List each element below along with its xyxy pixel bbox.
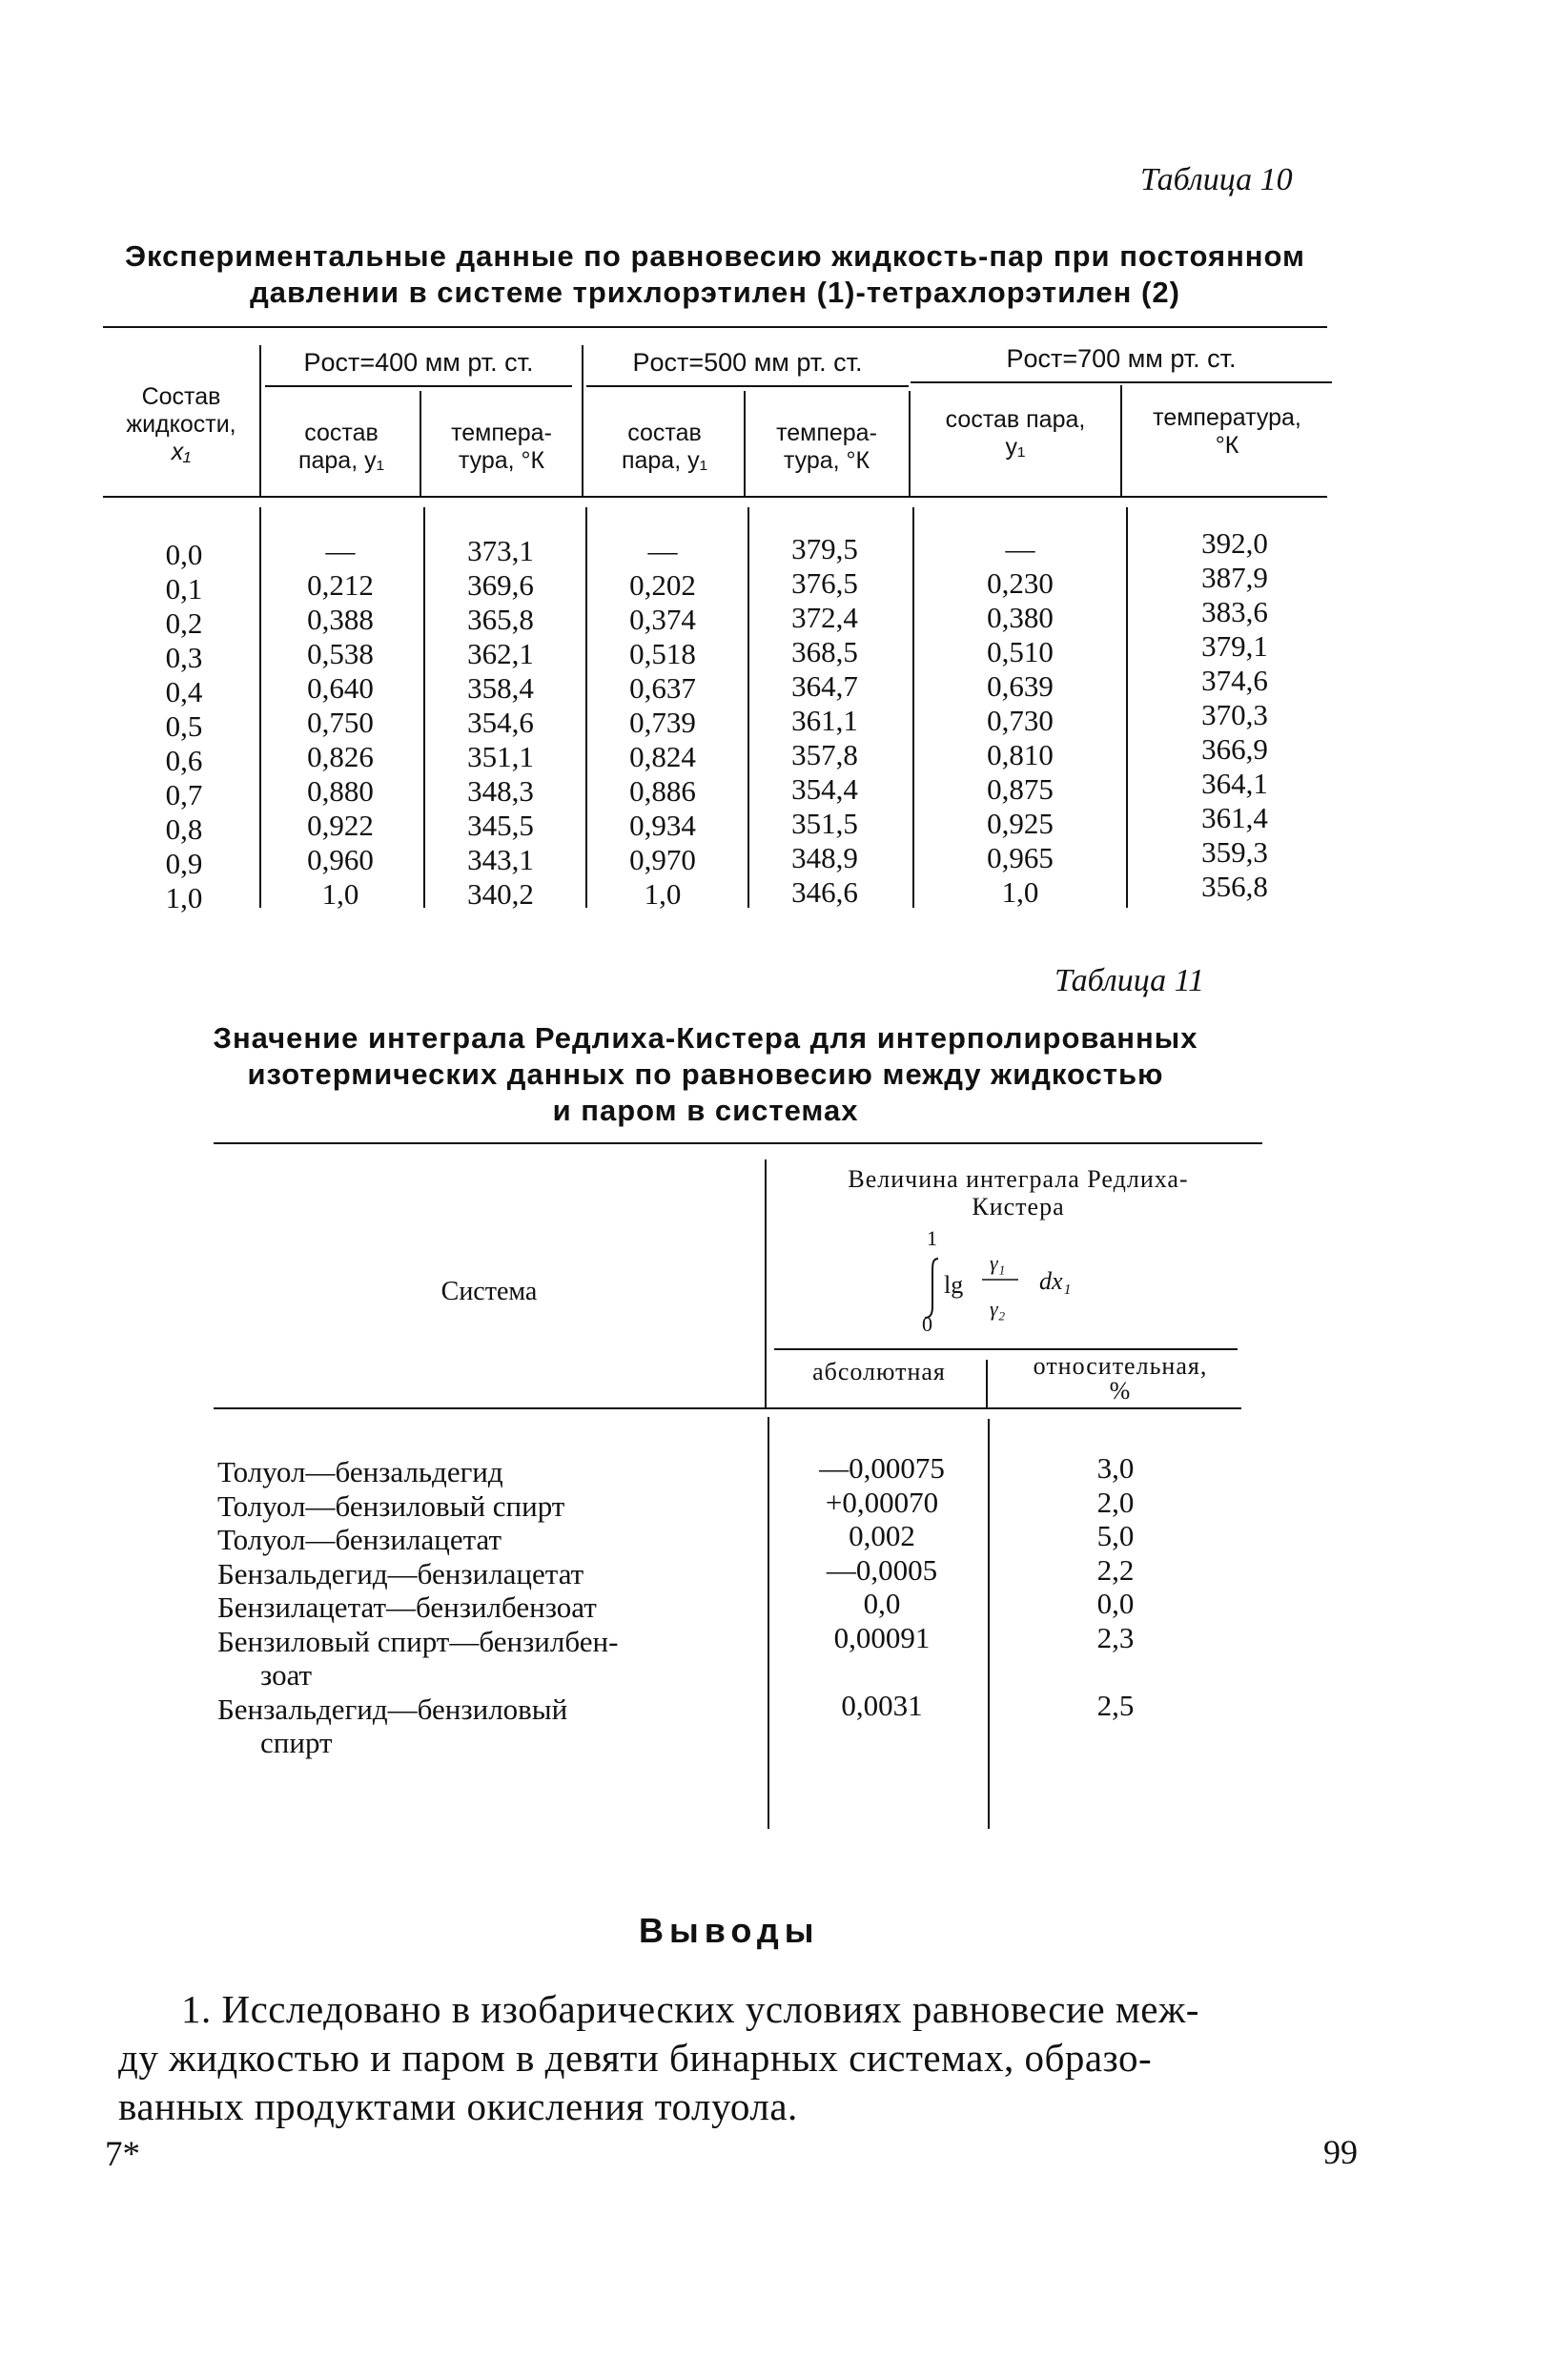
system-name-line: Бензилацетат—бензилбензоат [217,1590,597,1624]
table-cell: 0,380 [987,601,1054,634]
signature-mark: 7* [105,2135,140,2174]
differential-dx: dx₁ [1039,1267,1072,1295]
column-x [122,538,246,915]
column-vapor-700 [953,532,1087,910]
table-cell: 356,8 [1201,870,1268,903]
table-cell: 0,5 [165,709,203,743]
table-cell: 0,3 [165,641,203,674]
table-cell: 343,1 [467,843,534,876]
table11-vrule-head-1 [765,1159,767,1409]
table10-group-rule-500 [586,385,909,387]
table-cell: 5,0 [1096,1519,1135,1552]
table-cell: 0,4 [165,675,203,708]
table-cell: 374,6 [1201,664,1268,697]
system-name-line: спирт [260,1726,333,1759]
table-cell: 3,0 [1096,1451,1135,1485]
table-cell: 369,6 [467,568,534,602]
header-pressure-400: Pост=400 мм рт. ст. [303,348,534,377]
table-cell: 361,4 [1201,801,1268,834]
table11-caption: Таблица 11 [1054,963,1205,998]
table-cell: 0,750 [307,706,374,739]
table-cell: 368,5 [791,635,858,668]
header-system: Система [440,1277,538,1306]
table10-top-rule [103,326,1327,328]
header-temp-500: темпера- тура, °К [776,420,877,474]
table-cell: 373,1 [467,534,534,567]
table-cell: 0,739 [629,706,696,739]
table-cell: 354,6 [467,706,534,739]
table-cell: 361,1 [791,704,858,737]
integral-formula [906,1224,1125,1331]
table-cell: 2,5 [1096,1688,1135,1722]
table10-vrule-head-1 [259,345,261,496]
table-cell: 379,1 [1201,629,1268,663]
column-temp-400 [439,534,563,912]
table-cell: 0,202 [629,568,696,602]
table-cell: 0,212 [307,568,374,602]
table-cell: 0,510 [987,635,1054,668]
table-cell: 348,3 [467,774,534,808]
table-cell: 351,5 [791,807,858,840]
table-cell: 0,965 [987,841,1054,874]
system-name-line: зоат [260,1658,313,1692]
table-cell: 0,2 [165,606,203,640]
system-name-line: Бензальдегид—бензиловый [217,1692,568,1726]
table-cell: 2,2 [1096,1552,1135,1587]
table10-vrule-body-6 [1126,507,1128,908]
header-liquid-composition: Состав жидкости, x₁ [126,383,236,465]
table-cell: 346,6 [791,875,858,909]
table-cell: 0,810 [987,738,1054,771]
table11-title: Значение интеграла Редлиха-Кистера для интерполированных изотермических данных по равновесию между жидкостью и паром в системах [213,1021,1198,1127]
table-cell [1049,1654,1182,1689]
table-cell: 0,8 [165,812,203,846]
table-cell: 365,8 [467,603,534,636]
table10-group-rule-700 [911,381,1332,383]
table-cell: 376,5 [791,566,858,600]
table-cell: 0,886 [629,774,696,808]
table11-vrule-body-1 [768,1417,769,1829]
integral-lower-limit: 0 [922,1312,932,1331]
table-cell: 0,922 [307,809,374,842]
table11-top-rule [214,1142,1262,1144]
table-cell [1049,1722,1182,1756]
table-cell [782,1654,982,1689]
header-integral: Величина интеграла Редлиха- Кистера [848,1165,1189,1221]
header-relative: относительная, % [1033,1352,1208,1405]
table-cell: 0,518 [629,637,696,670]
table-cell: 0,925 [987,807,1054,840]
conclusions-heading: Выводы [639,1911,820,1950]
table-cell: 358,4 [467,671,534,705]
column-relative [1049,1451,1182,1756]
table-cell: 370,3 [1201,698,1268,731]
table-cell: 0,230 [987,566,1054,600]
table-cell: 0,388 [307,603,374,636]
table11-subheader-rule [774,1348,1238,1350]
table-cell: 1,0 [165,881,203,914]
table-cell: 364,7 [791,669,858,703]
table-cell [782,1722,982,1756]
header-vapor-400: состав пара, y₁ [297,420,385,474]
table-cell: 364,1 [1201,767,1268,800]
table11-header-rule [214,1407,1241,1409]
table10-header-rule [103,496,1327,498]
table-cell: 1,0 [644,877,682,911]
table-cell: +0,00070 [825,1485,939,1519]
table-cell: 0,875 [987,772,1054,806]
table-cell: 0,824 [629,740,696,773]
header-pressure-500: Pост=500 мм рт. ст. [632,348,863,377]
table-cell: 345,5 [467,809,534,842]
table-cell: — [647,534,678,567]
table-cell: — [325,534,356,567]
table-cell: 1,0 [321,877,359,911]
table10-vrule-head-3 [582,345,584,496]
integral-upper-limit: 1 [927,1226,937,1250]
table-cell: 0,374 [629,603,696,636]
table-cell: 366,9 [1201,732,1268,766]
table-cell: 0,7 [165,778,203,811]
table10-caption: Таблица 10 [1140,162,1293,197]
table-cell: 0,730 [987,704,1054,737]
table-cell: 0,826 [307,740,374,773]
table-cell: 354,4 [791,772,858,806]
system-name-line: Толуол—бензиловый спирт [217,1488,565,1523]
table-cell: 0,1 [165,572,203,605]
table10-vrule-body-1 [259,507,261,908]
table-cell: 2,3 [1096,1620,1135,1654]
system-name-line: Бензальдегид—бензилацетат [217,1556,584,1590]
table11-vrule-head-2 [986,1360,988,1407]
table-cell: 0,0 [863,1587,901,1620]
header-pressure-700: Pост=700 мм рт. ст. [1006,344,1237,373]
table-cell: —0,0005 [826,1552,938,1587]
table10-vrule-body-5 [912,507,914,908]
table-cell: 0,637 [629,671,696,705]
table10-vrule-body-2 [423,507,425,908]
table-cell: 357,8 [791,738,858,771]
header-temp-700: температура, °К [1153,404,1301,459]
conclusions-paragraph: 1. Исследовано в изобарических условиях равновесие меж- ду жидкостью и паром в девяти бинарных системах, образо- ванных продуктами окисления толуола. [118,1987,1199,2128]
table-cell: 0,0 [1096,1587,1135,1620]
page-number: 99 [1323,2133,1358,2171]
header-temp-400: темпера- тура, °К [451,420,552,474]
column-temp-500 [763,532,887,910]
table-cell: 0,6 [165,744,203,777]
table-cell: 392,0 [1201,526,1268,560]
table-cell: 0,970 [629,843,696,876]
table-cell: 0,0031 [841,1688,923,1722]
gamma-1: γ₁ [990,1251,1006,1275]
table-cell: 372,4 [791,601,858,634]
gamma-2: γ₂ [990,1297,1006,1321]
table-cell: 359,3 [1201,835,1268,869]
table-cell: 0,960 [307,843,374,876]
integral-sign [925,1259,938,1318]
table-cell: 340,2 [467,877,534,911]
table-cell: —0,00075 [819,1451,945,1485]
table-cell: 0,0 [165,538,203,571]
table-cell: 362,1 [467,637,534,670]
header-vapor-500: состав пара, y₁ [621,420,708,474]
table10-group-rule-400 [265,385,572,387]
table-cell: 348,9 [791,841,858,874]
table-cell: 0,640 [307,671,374,705]
table-cell: 2,0 [1096,1485,1135,1519]
table-cell: 0,880 [307,774,374,808]
table10-vrule-body-3 [585,507,587,908]
table-cell: 1,0 [1001,875,1039,909]
table-cell: 351,1 [467,740,534,773]
table-cell: 0,538 [307,637,374,670]
table-cell: 0,002 [849,1519,915,1552]
table-cell: 0,00091 [833,1620,931,1654]
header-absolute: абсолютная [812,1358,946,1385]
table11-vrule-body-2 [988,1419,990,1829]
table-cell: 0,9 [165,847,203,880]
integral-log: lg [944,1271,964,1299]
system-name-line: Толуол—бензальдегид [217,1455,503,1488]
table-cell: 383,6 [1201,595,1268,628]
table-cell: 0,639 [987,669,1054,703]
system-list [217,1455,761,1760]
table-cell: 0,934 [629,809,696,842]
table-cell: 387,9 [1201,561,1268,594]
column-vapor-400 [278,534,402,912]
system-name-line: Толуол—бензилацетат [217,1523,502,1556]
table-cell: — [1005,532,1035,565]
header-vapor-700: состав пара, y₁ [945,406,1086,461]
table10-vrule-body-4 [747,507,749,908]
system-name-line: Бензиловый спирт—бензилбен- [217,1624,619,1658]
column-absolute [782,1451,982,1756]
table-cell: 379,5 [791,532,858,565]
table10-title: Экспериментальные данные по равновесию жидкость-пар при постоянном давлении в системе трихлорэтилен (1)-тетрахлорэтилен (2) [125,239,1305,309]
column-vapor-500 [601,534,725,912]
column-temp-700 [1173,526,1297,904]
